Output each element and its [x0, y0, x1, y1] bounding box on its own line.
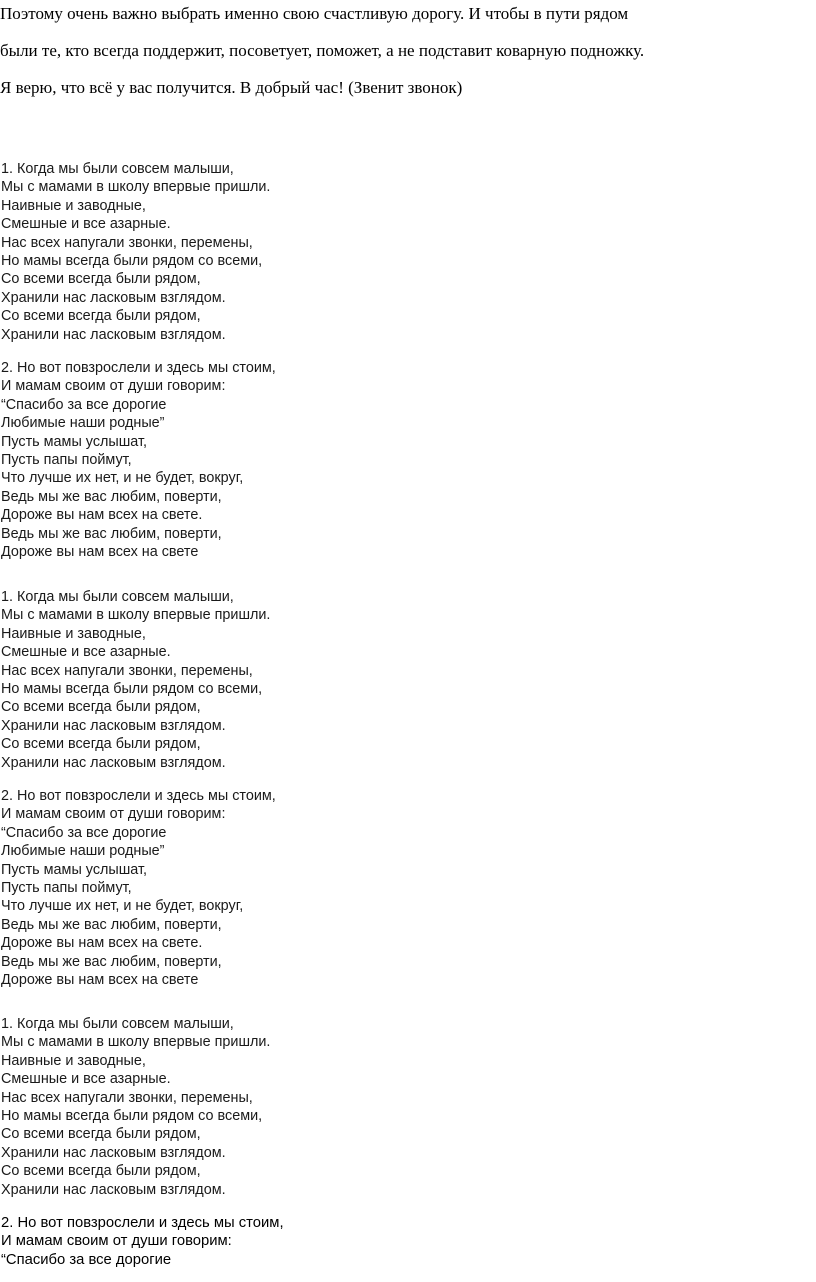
verse-line: Хранили нас ласковым взглядом.: [1, 1181, 226, 1198]
verse-line: 2. Но вот повзрослели и здесь мы стоим,: [1, 788, 276, 804]
verse-line: Хранили нас ласковым взглядом.: [1, 289, 226, 306]
verse-line: 1. Когда мы были совсем малыши,: [1, 1016, 234, 1032]
verse-line: Пусть папы поймут,: [1, 879, 132, 896]
verse-line: Со всеми всегда были рядом,: [1, 736, 201, 753]
verse-line: Ведь мы же вас любим, поверти,: [1, 525, 222, 542]
verse-line: Хранили нас ласковым взглядом.: [1, 754, 226, 771]
verse-line: Но мамы всегда были рядом со всеми,: [1, 1107, 263, 1124]
verse-line: Смешные и все азарные.: [1, 644, 171, 661]
verse-line: 1. Когда мы были совсем малыши,: [1, 161, 234, 177]
verse-line: Ведь мы же вас любим, поверти,: [1, 953, 222, 970]
verse-line: “Спасибо за все дорогие: [1, 824, 167, 841]
verse-line: Хранили нас ласковым взглядом.: [1, 1144, 226, 1161]
verse-line: 2. Но вот повзрослели и здесь мы стоим,: [1, 1215, 284, 1231]
verse-line: И мамам своим от души говорим:: [1, 378, 226, 395]
verse-line: 2. Но вот повзрослели и здесь мы стоим,: [1, 360, 276, 376]
intro-paragraph-line: Поэтому очень важно выбрать именно свою счастливую дорогу. И чтобы в пути рядом: [0, 4, 629, 23]
verse-line: Мы с мамами в школу впервые пришли.: [1, 1034, 271, 1051]
verse-line: Наивные и заводные,: [1, 1052, 146, 1069]
verse-line: Дороже вы нам всех на свете: [1, 543, 199, 560]
verse-line: И мамам своим от души говорим:: [1, 1233, 232, 1250]
verse-line: Любимые наши родные”: [1, 415, 165, 432]
intro-paragraph-line: были те, кто всегда поддержит, посоветует, поможет, а не подставит коварную подножку.: [0, 41, 645, 60]
song-verse-1: [1, 160, 801, 344]
verse-line: Смешные и все азарные.: [1, 1071, 171, 1088]
verse-line: Со всеми всегда были рядом,: [1, 1163, 201, 1180]
verse-line: Что лучше их нет, и не будет, вокруг,: [1, 898, 244, 915]
verse-line: Наивные и заводные,: [1, 197, 146, 214]
song-verse-4: [1, 787, 801, 989]
verse-line: 1. Когда мы были совсем малыши,: [1, 589, 234, 605]
verse-line: Мы с мамами в школу впервые пришли.: [1, 607, 271, 624]
verse-line: Смешные и все азарные.: [1, 216, 171, 233]
verse-line: Дороже вы нам всех на свете.: [1, 935, 203, 952]
verse-line: Нас всех напугали звонки, перемены,: [1, 662, 253, 679]
verse-line: Хранили нас ласковым взглядом.: [1, 717, 226, 734]
verse-line: Со всеми всегда были рядом,: [1, 308, 201, 325]
verse-line: Дороже вы нам всех на свете: [1, 971, 199, 988]
verse-line: Ведь мы же вас любим, поверти,: [1, 488, 222, 505]
verse-line: Дороже вы нам всех на свете.: [1, 507, 203, 524]
verse-line: Любимые наши родные”: [1, 843, 165, 860]
verse-line: Но мамы всегда были рядом со всеми,: [1, 680, 263, 697]
verse-line: “Спасибо за все дорогие: [1, 1251, 172, 1268]
verse-line: Мы с мамами в школу впервые пришли.: [1, 179, 271, 196]
verse-line: Со всеми всегда были рядом,: [1, 1126, 201, 1143]
verse-line: Наивные и заводные,: [1, 625, 146, 642]
verse-line: Со всеми всегда были рядом,: [1, 699, 201, 716]
verse-line: Нас всех напугали звонки, перемены,: [1, 1089, 253, 1106]
verse-line: Нас всех напугали звонки, перемены,: [1, 234, 253, 251]
song-verse-2: [1, 359, 801, 561]
song-verse-3: [1, 588, 801, 772]
song-verse-5: [1, 1015, 801, 1199]
intro-text: [0, 3, 810, 114]
verse-line: Пусть мамы услышат,: [1, 861, 147, 878]
verse-line: Пусть папы поймут,: [1, 451, 132, 468]
song-verse-6: [1, 1214, 801, 1269]
verse-line: Со всеми всегда были рядом,: [1, 271, 201, 288]
verse-line: “Спасибо за все дорогие: [1, 396, 167, 413]
verse-line: И мамам своим от души говорим:: [1, 806, 226, 823]
verse-line: Что лучше их нет, и не будет, вокруг,: [1, 470, 244, 487]
verse-line: Но мамы всегда были рядом со всеми,: [1, 252, 263, 269]
verse-line: Хранили нас ласковым взглядом.: [1, 326, 226, 343]
verse-line: Ведь мы же вас любим, поверти,: [1, 916, 222, 933]
intro-paragraph-line: Я верю, что всё у вас получится. В добрый час! (Звенит звонок): [0, 78, 463, 97]
verse-line: Пусть мамы услышат,: [1, 433, 147, 450]
